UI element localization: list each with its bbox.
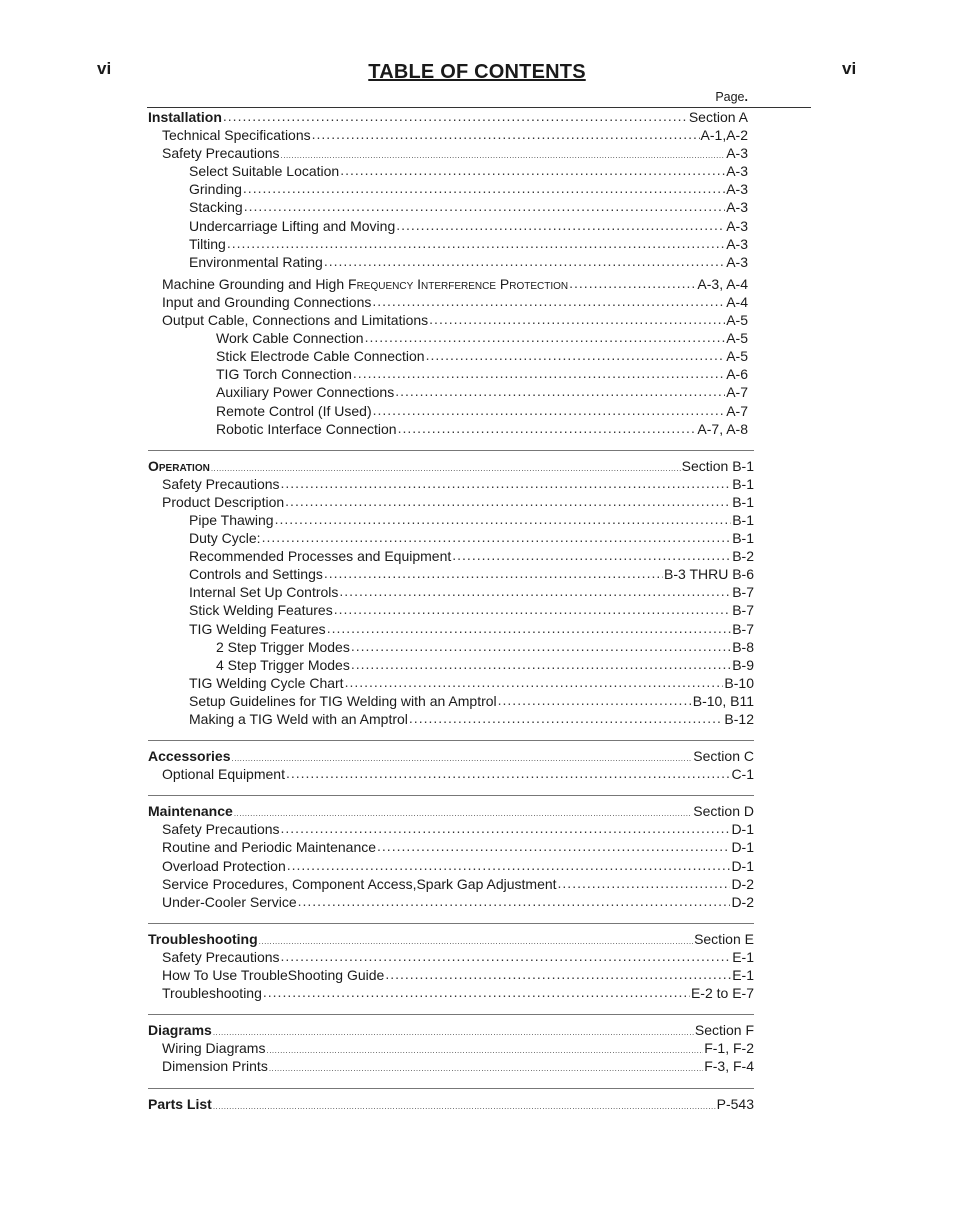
toc-section-heading[interactable]: [148, 109, 748, 127]
toc-entry-page: A-7: [726, 402, 748, 419]
toc-entry-label-text: Routine and Periodic Maintenance: [162, 839, 377, 856]
dot-leader: [345, 674, 724, 690]
toc-entry-page: B-8: [732, 638, 754, 655]
toc-entry-label: [162, 294, 371, 310]
toc-entry-label-text: How To Use TroubleShooting Guide: [162, 967, 385, 984]
toc-entry-label: [162, 1058, 268, 1074]
toc-entry-label: [216, 421, 397, 437]
toc-entry-label-text: Grinding: [189, 181, 242, 198]
toc-entry-page: A-1,A-2: [700, 127, 748, 144]
toc-entry[interactable]: [148, 476, 754, 494]
toc-entry-page: E-1: [732, 948, 754, 965]
dot-leader: [298, 893, 731, 909]
toc-entry-label: [189, 254, 323, 270]
toc-entry-page: D-2: [731, 875, 754, 892]
toc-entry-page: B-1: [732, 493, 754, 510]
toc-entry[interactable]: [148, 199, 748, 217]
toc-entry-page: E-1: [732, 967, 754, 984]
toc-entry-page: B-10, B11: [692, 692, 754, 709]
toc-entry-label: [162, 894, 297, 910]
toc-entry-page: B-3 THRU B-6: [664, 566, 754, 583]
toc-section-heading[interactable]: [148, 931, 754, 949]
toc-entry[interactable]: [148, 494, 754, 512]
toc-entry-label: [216, 384, 394, 400]
toc-entry-label-text: Remote Control (If Used): [216, 402, 372, 419]
toc-entry-label: [189, 675, 344, 691]
toc-entry-page: P-543: [716, 1095, 754, 1112]
toc-entry-label-text: 4 Step Trigger Modes: [216, 656, 350, 673]
toc-entry-label: [162, 476, 280, 492]
dot-leader: [324, 565, 663, 581]
toc-entry-page: B-7: [732, 620, 754, 637]
dot-leader: [286, 765, 730, 781]
toc-entry-page: A-7, A-8: [697, 420, 748, 437]
dot-leader: [409, 710, 724, 726]
toc-entry[interactable]: [148, 403, 748, 421]
dot-leader: [281, 820, 731, 836]
toc-entry-page: A-3: [726, 181, 748, 198]
dot-leader: [262, 529, 732, 545]
toc-entry-label: [216, 639, 350, 655]
toc-entry-label: [162, 766, 285, 782]
dot-leader: [266, 1046, 703, 1055]
toc-entry-label-text: Pipe Thawing: [189, 511, 274, 528]
toc-entry[interactable]: [148, 602, 754, 620]
toc-entry-label-text: Select Suitable Location: [189, 163, 340, 180]
dot-leader: [452, 547, 731, 563]
table-of-contents: [148, 109, 754, 1114]
toc-entry-label: [216, 348, 425, 364]
toc-entry[interactable]: [148, 421, 748, 439]
toc-entry-label-text: Auxiliary Power Connections: [216, 384, 395, 401]
toc-entry-label-text: Wiring Diagrams: [162, 1040, 266, 1057]
dot-leader: [223, 108, 688, 124]
toc-entry-label: [189, 512, 274, 528]
dot-leader: [569, 275, 696, 291]
toc-section-heading[interactable]: [148, 748, 754, 766]
dot-leader: [227, 235, 725, 251]
toc-entry-label: [162, 276, 568, 292]
toc-entry[interactable]: [148, 218, 748, 236]
toc-entry-label-text: Machine Grounding and High: [162, 275, 349, 292]
page-column-label: Page .: [715, 90, 748, 104]
toc-entry-label: [216, 330, 364, 346]
toc-entry[interactable]: [148, 181, 748, 199]
toc-entry[interactable]: [148, 584, 754, 602]
toc-entry-label: [148, 458, 210, 474]
toc-section-heading[interactable]: [148, 1096, 754, 1114]
toc-entry-label: [189, 199, 243, 215]
toc-entry-label-smallcaps: Operation: [148, 457, 210, 474]
toc-entry-label-text: Tilting: [189, 235, 226, 252]
toc-entry-label-text: Environmental Rating: [189, 253, 323, 270]
toc-entry-page: Section E: [694, 930, 754, 947]
toc-entry[interactable]: [148, 949, 754, 967]
toc-entry[interactable]: [148, 566, 754, 584]
toc-entry-label: [189, 548, 451, 564]
toc-entry-label-text: TIG Welding Cycle Chart: [189, 674, 344, 691]
dot-leader: [498, 692, 692, 708]
toc-entry-label: [162, 949, 280, 965]
toc-entry[interactable]: [148, 675, 754, 693]
toc-section: [148, 450, 754, 729]
toc-entry-label: [216, 657, 350, 673]
toc-entry[interactable]: [148, 236, 748, 254]
toc-entry-label-text: Service Procedures, Component Access,Spark Gap Adjustment: [162, 875, 557, 892]
toc-entry-page: F-3, F-4: [704, 1058, 754, 1075]
toc-entry-page: A-6: [726, 366, 748, 383]
toc-entry[interactable]: [148, 639, 754, 657]
toc-section: [148, 795, 754, 912]
toc-entry[interactable]: [148, 1040, 754, 1058]
toc-entry[interactable]: [148, 894, 754, 912]
dot-leader: [373, 402, 726, 418]
toc-entry[interactable]: [148, 839, 754, 857]
toc-entry[interactable]: [148, 711, 754, 729]
toc-entry-label-text: Safety Precautions: [162, 948, 280, 965]
toc-entry-label-text: Input and Grounding Connections: [162, 293, 372, 310]
toc-entry-label: [148, 109, 222, 125]
toc-entry-page: D-1: [731, 821, 754, 838]
toc-entry[interactable]: [148, 330, 748, 348]
toc-entry-label: [189, 163, 339, 179]
toc-entry-label: [189, 530, 261, 546]
toc-entry-page: A-3: [726, 217, 748, 234]
dot-leader: [244, 198, 726, 214]
toc-entry[interactable]: [148, 621, 754, 639]
toc-entry-page: D-1: [731, 839, 754, 856]
toc-entry-label: [148, 748, 231, 764]
toc-entry-page: A-3: [726, 163, 748, 180]
toc-entry-label-text: Overload Protection: [162, 857, 286, 874]
toc-entry-page: Section D: [693, 803, 754, 820]
toc-entry-label: [189, 602, 333, 618]
toc-entry[interactable]: [148, 657, 754, 675]
toc-entry-label-text: Troubleshooting: [148, 930, 258, 947]
toc-entry-label: [189, 693, 497, 709]
dot-leader: [351, 656, 731, 672]
toc-entry[interactable]: [148, 858, 754, 876]
toc-entry-label: [148, 931, 258, 947]
toc-entry-page: A-4: [726, 293, 748, 310]
dot-leader: [259, 937, 693, 946]
toc-entry-label-text: Duty Cycle:: [189, 530, 261, 547]
toc-entry-label-text: Safety Precautions: [162, 475, 280, 492]
toc-entry-label-text: Under-Cooler Service: [162, 893, 297, 910]
toc-entry-label: [189, 711, 408, 727]
toc-entry-label-text: Stick Electrode Cable Connection: [216, 348, 425, 365]
toc-entry-page: Section B-1: [681, 457, 754, 474]
toc-entry-page: E-2 to E-7: [690, 985, 754, 1002]
toc-entry-label: [148, 803, 233, 819]
dot-leader: [396, 217, 725, 233]
toc-entry[interactable]: [148, 312, 748, 330]
toc-entry-label: [148, 1022, 212, 1038]
dot-leader: [285, 493, 731, 509]
toc-entry-label: [216, 403, 372, 419]
toc-entry-page: A-3: [726, 199, 748, 216]
toc-entry-label-text: Safety Precautions: [162, 821, 280, 838]
dot-leader: [281, 948, 732, 964]
toc-entry[interactable]: [148, 127, 748, 145]
toc-entry-label: [189, 218, 395, 234]
toc-entry-label: [162, 312, 428, 328]
toc-entry-label: [162, 876, 557, 892]
toc-entry-label-text: Stick Welding Features: [189, 602, 333, 619]
toc-entry-label: [162, 1040, 265, 1056]
dot-leader: [269, 1064, 703, 1073]
toc-entry-page: D-1: [731, 857, 754, 874]
toc-entry-label: [162, 839, 376, 855]
toc-entry-page: F-1, F-2: [704, 1040, 754, 1057]
toc-entry[interactable]: [148, 548, 754, 566]
toc-section: [148, 1088, 754, 1114]
toc-entry[interactable]: [148, 366, 748, 384]
toc-section: [148, 923, 754, 1003]
toc-entry-page: B-2: [732, 548, 754, 565]
toc-entry-page: B-1: [732, 530, 754, 547]
toc-entry-label: [162, 858, 286, 874]
dot-leader: [334, 601, 732, 617]
toc-entry-label-text: Robotic Interface Connection: [216, 420, 397, 437]
dot-leader: [281, 151, 726, 160]
dot-leader: [429, 311, 725, 327]
toc-entry-page: B-7: [732, 602, 754, 619]
dot-leader: [395, 383, 725, 399]
toc-entry-label-text: Recommended Processes and Equipment: [189, 548, 452, 565]
toc-section: [148, 1014, 754, 1076]
toc-entry-page: D-2: [731, 893, 754, 910]
toc-entry-label: [162, 127, 311, 143]
toc-entry-label-text: Controls and Settings: [189, 566, 323, 583]
toc-entry[interactable]: [148, 254, 748, 272]
toc-entry-page: A-3, A-4: [697, 275, 748, 292]
toc-entry-label-text: Optional Equipment: [162, 766, 285, 783]
dot-leader: [398, 420, 697, 436]
dot-leader: [243, 180, 725, 196]
toc-entry-label-text: Undercarriage Lifting and Moving: [189, 217, 396, 234]
toc-entry-label-text: Safety Precautions: [162, 145, 280, 162]
toc-entry-page: A-5: [726, 330, 748, 347]
dot-leader: [353, 365, 725, 381]
toc-entry-page: B-7: [732, 584, 754, 601]
toc-entry[interactable]: [148, 294, 748, 312]
toc-section: [148, 740, 754, 784]
toc-entry[interactable]: [148, 276, 748, 294]
toc-entry-page: A-3: [726, 145, 748, 162]
toc-entry-label-text: Setup Guidelines for TIG Welding with an Amptrol: [189, 692, 497, 709]
toc-entry-label: [162, 494, 284, 510]
toc-entry-page: B-12: [724, 711, 754, 727]
toc-entry-label-text: TIG Torch Connection: [216, 366, 352, 383]
page-number-right: vi: [842, 59, 857, 78]
toc-entry[interactable]: [148, 384, 748, 402]
dot-leader: [340, 162, 725, 178]
dot-leader: [263, 984, 690, 1000]
page-number-left: vi: [97, 59, 112, 78]
toc-entry[interactable]: [148, 530, 754, 548]
dot-leader: [558, 875, 731, 891]
toc-entry-label: [162, 821, 280, 837]
toc-entry-page: A-5: [726, 348, 748, 365]
dot-leader: [275, 511, 732, 527]
toc-entry-label-text: Internal Set Up Controls: [189, 584, 339, 601]
dot-leader: [287, 857, 731, 873]
dot-leader: [365, 329, 726, 345]
toc-entry-label-text: Troubleshooting: [162, 985, 262, 1002]
dot-leader: [213, 1028, 694, 1037]
toc-entry-page: Section C: [693, 748, 754, 765]
toc-entry-label-text: TIG Welding Features: [189, 620, 326, 637]
toc-entry-label-text: Accessories: [148, 748, 231, 765]
toc-entry[interactable]: [148, 512, 754, 530]
toc-entry[interactable]: [148, 1058, 754, 1076]
dot-leader: [281, 475, 732, 491]
toc-entry-label: [216, 366, 352, 382]
toc-entry-page: C-1: [731, 766, 754, 783]
toc-section-heading[interactable]: [148, 1022, 754, 1040]
toc-entry-label: [189, 181, 242, 197]
toc-entry-page: A-3: [726, 253, 748, 270]
toc-entry-label-text: Work Cable Connection: [216, 330, 364, 347]
toc-entry-label-text: Making a TIG Weld with an Amptrol: [189, 711, 408, 727]
toc-section-heading[interactable]: [148, 803, 754, 821]
dot-leader: [324, 253, 725, 269]
toc-entry-page: B-1: [732, 475, 754, 492]
toc-entry[interactable]: [148, 693, 754, 711]
toc-entry[interactable]: [148, 967, 754, 985]
toc-entry-page: A-3: [726, 235, 748, 252]
toc-entry-label: [162, 967, 384, 983]
toc-entry[interactable]: [148, 985, 754, 1003]
toc-entry[interactable]: [148, 766, 754, 784]
toc-entry-page: A-7: [726, 384, 748, 401]
toc-entry-label: [148, 1096, 212, 1112]
toc-entry-label: [189, 236, 226, 252]
toc-entry-label-text: Output Cable, Connections and Limitations: [162, 312, 429, 329]
page-title: TABLE OF CONTENTS: [368, 61, 586, 83]
dot-leader: [426, 347, 726, 363]
toc-entry-label: [162, 145, 280, 161]
toc-section: [148, 109, 748, 439]
dot-leader: [232, 754, 693, 763]
toc-entry-label: [162, 985, 262, 1001]
toc-section-heading[interactable]: [148, 458, 754, 476]
dot-leader: [372, 293, 725, 309]
dot-leader: [312, 126, 700, 142]
toc-entry-label: [189, 584, 338, 600]
toc-entry-page: Section F: [694, 1022, 754, 1039]
dot-leader: [351, 638, 731, 654]
toc-entry-label-smallcaps: Frequency Interference Protection: [348, 275, 569, 292]
toc-entry-page: B-1: [732, 511, 754, 528]
toc-entry[interactable]: [148, 821, 754, 839]
toc-entry-label-text: Stacking: [189, 199, 243, 216]
toc-entry-label-text: Dimension Prints: [162, 1058, 268, 1075]
toc-entry-label-text: Product Description: [162, 493, 285, 510]
dot-leader: [211, 464, 681, 473]
toc-entry[interactable]: [148, 163, 748, 181]
toc-entry[interactable]: [148, 348, 748, 366]
dot-leader: [327, 620, 732, 636]
dot-leader: [385, 966, 731, 982]
toc-entry-label: [189, 566, 323, 582]
toc-entry-label-text: Technical Specifications: [162, 127, 311, 144]
toc-entry-label-text: Parts List: [148, 1095, 212, 1112]
toc-entry-label-text: 2 Step Trigger Modes: [216, 638, 350, 655]
dot-leader: [339, 583, 731, 599]
toc-entry-page: B-10: [724, 674, 754, 691]
dot-leader: [377, 838, 730, 854]
toc-entry-page: B-9: [732, 656, 754, 673]
toc-entry-label-text: Diagrams: [148, 1022, 212, 1039]
toc-entry[interactable]: [148, 145, 748, 163]
toc-entry[interactable]: [148, 876, 754, 894]
dot-leader: [213, 1102, 716, 1111]
dot-leader: [234, 809, 692, 818]
toc-entry-label: [189, 621, 326, 637]
toc-entry-label-text: Installation: [148, 109, 222, 125]
toc-entry-label-text: Maintenance: [148, 803, 233, 820]
toc-entry-page: Section A: [688, 109, 748, 125]
toc-entry-page: A-5: [726, 312, 748, 329]
